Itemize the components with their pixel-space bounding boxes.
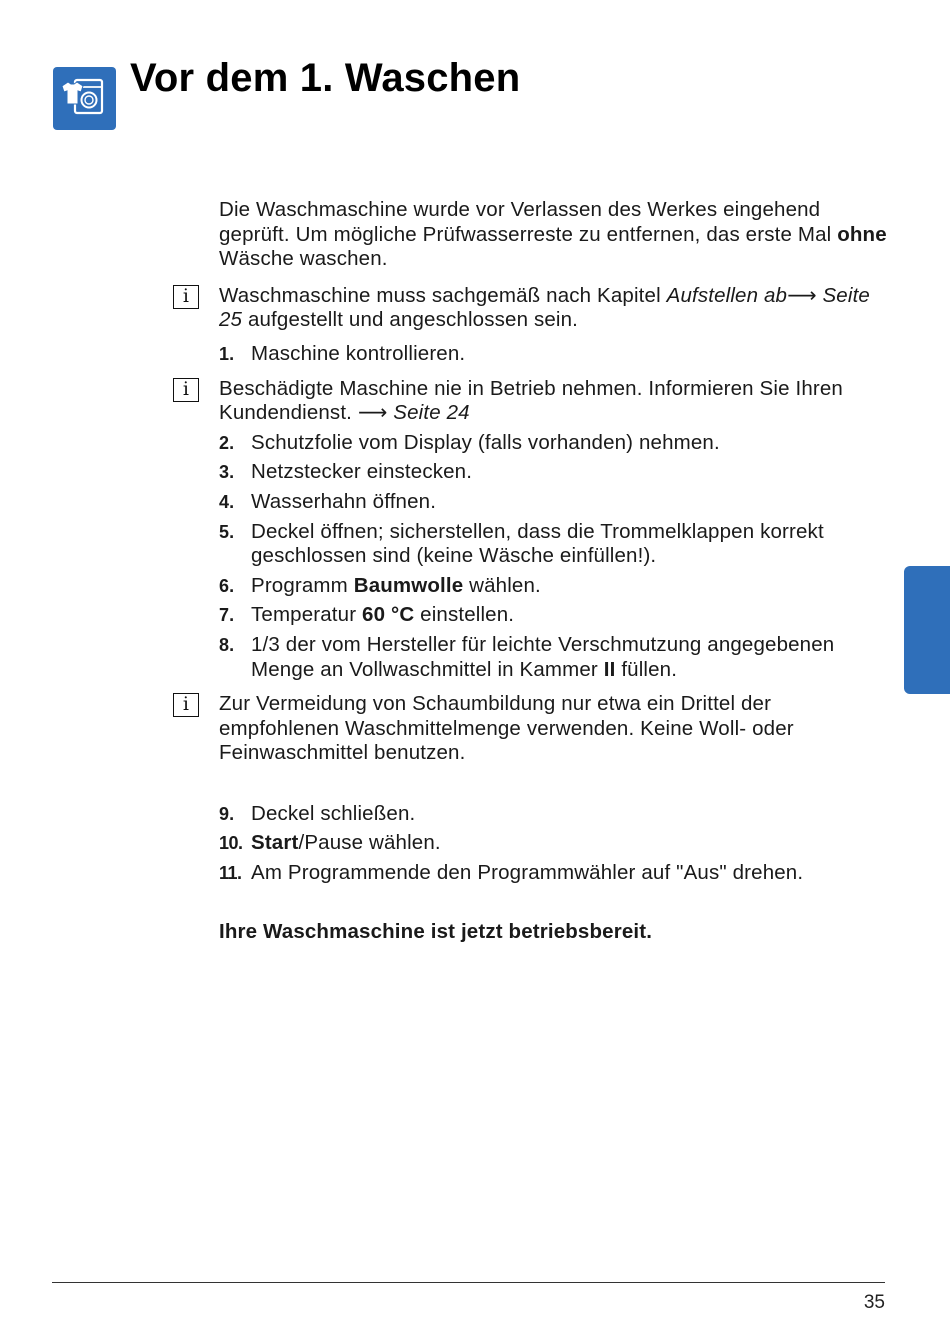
intro-text: Die Waschmaschine wurde vor Verlassen des Werkes eingehend geprüft. Um mögliche Prüfwasserreste zu entfernen, das erste Mal (219, 198, 838, 246)
list-item (219, 802, 889, 827)
step-text-end: wählen. (463, 573, 541, 597)
step-number: 8. (219, 634, 235, 655)
step-text: Netzstecker einstecken. (251, 460, 473, 484)
note-text: Beschädigte Maschine nie in Betrieb nehmen. Informieren Sie Ihren Kundendienst. ⟶ (219, 376, 843, 425)
step-text-end: einstellen. (414, 603, 515, 627)
step-text-end: /Pause wählen. (298, 831, 441, 855)
list-item (219, 574, 889, 599)
info-icon: i (173, 693, 199, 717)
list-item (219, 603, 889, 628)
list-item (219, 431, 889, 456)
step-number: 1. (219, 343, 235, 364)
program-name: Baumwolle (353, 573, 464, 597)
list-item (219, 633, 889, 682)
intro-paragraph (219, 198, 889, 272)
step-number: 7. (219, 605, 235, 626)
section-tab-marker (904, 566, 950, 694)
step-text: Am Programmende den Programmwähler auf "Aus" drehen. (251, 861, 804, 885)
step-number: 6. (219, 575, 235, 596)
list-item (219, 490, 889, 515)
final-note: Ihre Waschmaschine ist jetzt betriebsbereit. (219, 919, 653, 943)
step-text: Temperatur (251, 603, 363, 627)
info-icon: i (173, 378, 199, 402)
note-text-end: aufgestellt und angeschlossen sein. (242, 308, 579, 332)
step-text-end: füllen. (615, 657, 678, 681)
step-number: 4. (219, 491, 235, 512)
list-item (219, 861, 889, 886)
page-reference: Aufstellen ab⟶ Seite 25 (219, 283, 870, 332)
list-item (219, 342, 889, 367)
main-content (182, 198, 889, 944)
page-number: 35 (863, 1292, 885, 1313)
intro-text-end: Wäsche waschen. (219, 247, 388, 271)
page-title: Vor dem 1. Waschen (130, 56, 521, 100)
washing-machine-shirt-icon (53, 67, 116, 130)
note-text: Waschmaschine muss sachgemäß nach Kapitel (219, 283, 667, 307)
temperature-value: 60 °C (362, 603, 415, 627)
step-text: Deckel schließen. (251, 801, 416, 825)
list-item (219, 520, 889, 569)
step-number: 2. (219, 432, 235, 453)
info-note (182, 692, 889, 766)
info-icon: i (173, 285, 199, 309)
info-note (182, 376, 889, 426)
footer-divider (52, 1282, 885, 1283)
step-number: 10. (219, 833, 243, 854)
step-number: 5. (219, 521, 235, 542)
list-item (219, 460, 889, 485)
note-text: Zur Vermeidung von Schaumbildung nur etwa ein Drittel der empfohlenen Waschmittelmenge verwenden. Keine Woll- oder Feinwaschmittel benutzen. (219, 692, 794, 765)
step-text: Wasserhahn öffnen. (251, 489, 437, 513)
list-item (219, 831, 889, 856)
step-number: 3. (219, 462, 235, 483)
info-note (182, 283, 889, 333)
steps-list-2 (219, 431, 889, 682)
step-text: Programm (251, 573, 354, 597)
step-text: 1/3 der vom Hersteller für leichte Verschmutzung angegebenen Menge an Vollwaschmittel in Kammer (251, 632, 835, 681)
steps-list-1 (219, 342, 889, 367)
step-text: Schutzfolie vom Display (falls vorhanden) nehmen. (251, 430, 720, 454)
step-text: Maschine kontrollieren. (251, 341, 466, 365)
steps-list-3 (219, 802, 889, 886)
step-number: 9. (219, 803, 235, 824)
intro-bold: ohne (837, 222, 887, 246)
button-name: Start (251, 831, 299, 855)
step-number: 11. (219, 863, 242, 884)
compartment-label: II (603, 657, 616, 681)
page-reference: Seite 24 (393, 401, 470, 425)
step-text: Deckel öffnen; sicherstellen, dass die Trommelklappen korrekt geschlossen sind (keine Wäsche einfüllen!). (251, 519, 824, 568)
